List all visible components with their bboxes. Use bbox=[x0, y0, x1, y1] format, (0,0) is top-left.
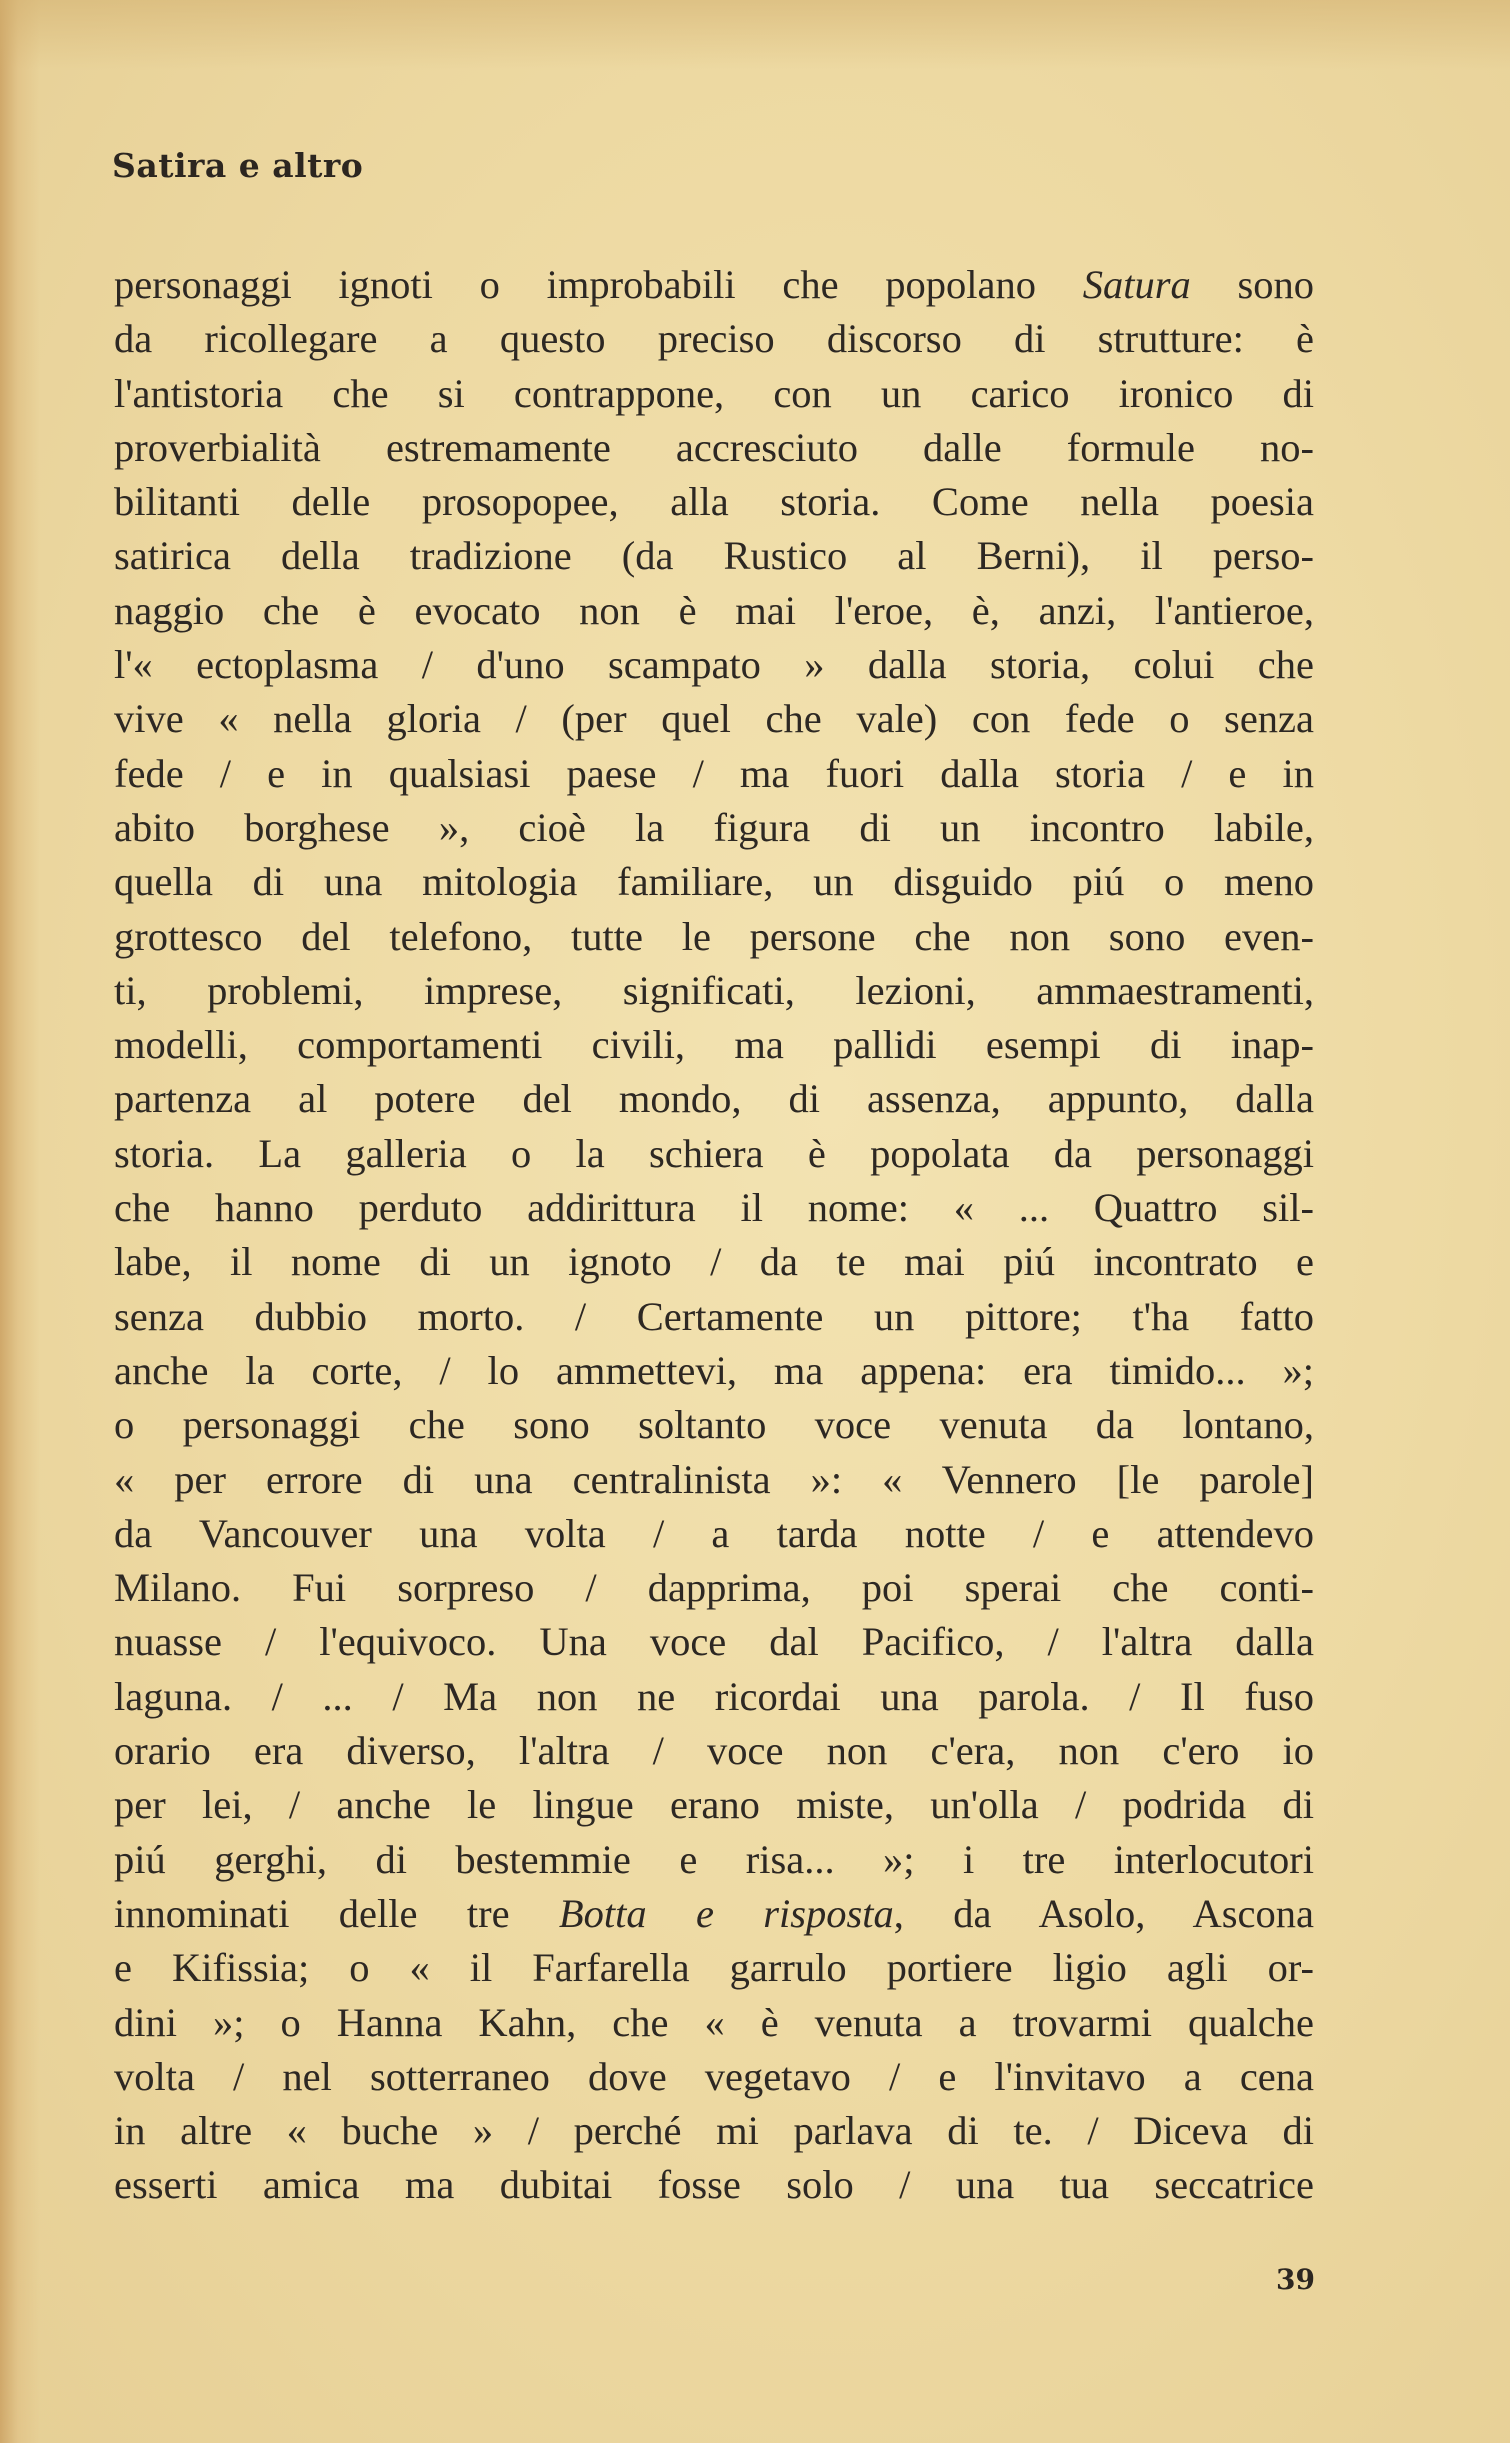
text-run: naggio che è evocato non è mai l'eroe, è, anzi, l'antieroe, bbox=[114, 587, 1314, 633]
text-run: da ricollegare a questo preciso discorso di strutture: è bbox=[114, 316, 1314, 362]
text-run: satirica della tradizione (da Rustico al Berni), il perso- bbox=[114, 533, 1314, 579]
text-run: in altre « buche » / perché mi parlava di te. / Diceva di bbox=[114, 2108, 1314, 2154]
text-line bbox=[114, 421, 1314, 475]
text-line bbox=[114, 1127, 1314, 1181]
text-run: laguna. / ... / Ma non ne ricordai una parola. / Il fuso bbox=[114, 1673, 1314, 1719]
text-line bbox=[114, 1833, 1314, 1887]
text-run: volta / nel sotterraneo dove vegetavo / e l'invitavo a cena bbox=[114, 2053, 1314, 2099]
text-line bbox=[114, 1072, 1314, 1126]
text-run: innominati delle tre bbox=[114, 1890, 559, 1936]
text-run: personaggi ignoti o improbabili che popolano bbox=[114, 262, 1083, 307]
text-run: partenza al potere del mondo, di assenza, appunto, dalla bbox=[114, 1076, 1314, 1122]
text-run: esserti amica ma dubitai fosse solo / una tua seccatrice bbox=[114, 2162, 1314, 2208]
text-run: nuasse / l'equivoco. Una voce dal Pacifico, / l'altra dalla bbox=[114, 1619, 1314, 1665]
text-run: storia. La galleria o la schiera è popolata da personaggi bbox=[114, 1130, 1314, 1176]
running-head: Satira e altro bbox=[112, 146, 364, 185]
italic-title: Satura bbox=[1082, 262, 1191, 307]
text-run: bilitanti delle prosopopee, alla storia. Come nella poesia bbox=[114, 479, 1314, 525]
text-line bbox=[114, 1344, 1314, 1398]
body-text bbox=[114, 258, 1314, 2213]
text-run: quella di una mitologia familiare, un disguido piú o meno bbox=[114, 859, 1314, 905]
text-line bbox=[114, 2050, 1314, 2104]
text-run: Milano. Fui sorpreso / dapprima, poi sperai che conti- bbox=[114, 1565, 1314, 1611]
text-line bbox=[114, 910, 1314, 964]
text-line bbox=[114, 367, 1314, 421]
text-line bbox=[114, 258, 1314, 312]
text-run: fede / e in qualsiasi paese / ma fuori dalla storia / e in bbox=[114, 750, 1314, 796]
top-edge-shadow bbox=[0, 0, 1510, 70]
text-line bbox=[114, 1453, 1314, 1507]
text-run: l'« ectoplasma / d'uno scampato » dalla storia, colui che bbox=[114, 642, 1314, 688]
text-line bbox=[114, 638, 1314, 692]
text-line bbox=[114, 1290, 1314, 1344]
page-number: 39 bbox=[1276, 2263, 1315, 2296]
text-line bbox=[114, 2104, 1314, 2158]
text-run: senza dubbio morto. / Certamente un pittore; t'ha fatto bbox=[114, 1293, 1314, 1339]
text-run: o personaggi che sono soltanto voce venuta da lontano, bbox=[114, 1402, 1314, 1448]
text-line bbox=[114, 1181, 1314, 1235]
text-run: abito borghese », cioè la figura di un incontro labile, bbox=[114, 804, 1314, 850]
text-line bbox=[114, 1561, 1314, 1615]
text-run: orario era diverso, l'altra / voce non c'era, non c'ero io bbox=[114, 1728, 1314, 1774]
text-line bbox=[114, 584, 1314, 638]
text-run: per lei, / anche le lingue erano miste, un'olla / podrida di bbox=[114, 1782, 1314, 1828]
text-line bbox=[114, 1941, 1314, 1995]
text-run: piú gerghi, di bestemmie e risa... »; i tre interlocutori bbox=[114, 1836, 1314, 1882]
text-run: sono bbox=[1190, 262, 1314, 307]
text-run: l'antistoria che si contrappone, con un carico ironico di bbox=[114, 370, 1314, 416]
text-line bbox=[114, 692, 1314, 746]
text-run: modelli, comportamenti civili, ma pallidi esempi di inap- bbox=[114, 1022, 1314, 1068]
text-line bbox=[114, 801, 1314, 855]
italic-title: Botta e risposta bbox=[558, 1890, 894, 1936]
text-run: proverbialità estremamente accresciuto dalle formule no- bbox=[114, 424, 1314, 470]
binding-shadow bbox=[0, 0, 40, 2443]
text-line bbox=[114, 1724, 1314, 1778]
text-line bbox=[114, 529, 1314, 583]
text-run: labe, il nome di un ignoto / da te mai piú incontrato e bbox=[114, 1239, 1314, 1285]
text-line bbox=[114, 1887, 1314, 1941]
text-run: grottesco del telefono, tutte le persone che non sono even- bbox=[114, 913, 1314, 959]
text-run: che hanno perduto addirittura il nome: « ... Quattro sil- bbox=[114, 1185, 1314, 1231]
text-line bbox=[114, 1398, 1314, 1452]
text-run: ti, problemi, imprese, significati, lezioni, ammaestramenti, bbox=[114, 967, 1314, 1013]
text-line bbox=[114, 2158, 1314, 2212]
text-line bbox=[114, 1615, 1314, 1669]
text-line bbox=[114, 1507, 1314, 1561]
text-run: , da Asolo, Ascona bbox=[893, 1890, 1314, 1936]
text-line bbox=[114, 1670, 1314, 1724]
text-line bbox=[114, 855, 1314, 909]
text-line bbox=[114, 964, 1314, 1018]
text-line bbox=[114, 1018, 1314, 1072]
text-line bbox=[114, 475, 1314, 529]
text-run: dini »; o Hanna Kahn, che « è venuta a trovarmi qualche bbox=[114, 1999, 1314, 2045]
text-run: vive « nella gloria / (per quel che vale) con fede o senza bbox=[114, 696, 1314, 742]
text-run: da Vancouver una volta / a tarda notte / e attendevo bbox=[114, 1510, 1314, 1556]
text-line bbox=[114, 312, 1314, 366]
text-run: e Kifissia; o « il Farfarella garrulo portiere ligio agli or- bbox=[114, 1945, 1314, 1991]
text-line bbox=[114, 1778, 1314, 1832]
text-line bbox=[114, 1996, 1314, 2050]
text-line bbox=[114, 1235, 1314, 1289]
text-line bbox=[114, 747, 1314, 801]
text-run: « per errore di una centralinista »: « Vennero [le parole] bbox=[114, 1456, 1314, 1502]
text-run: anche la corte, / lo ammettevi, ma appena: era timido... »; bbox=[114, 1347, 1314, 1393]
